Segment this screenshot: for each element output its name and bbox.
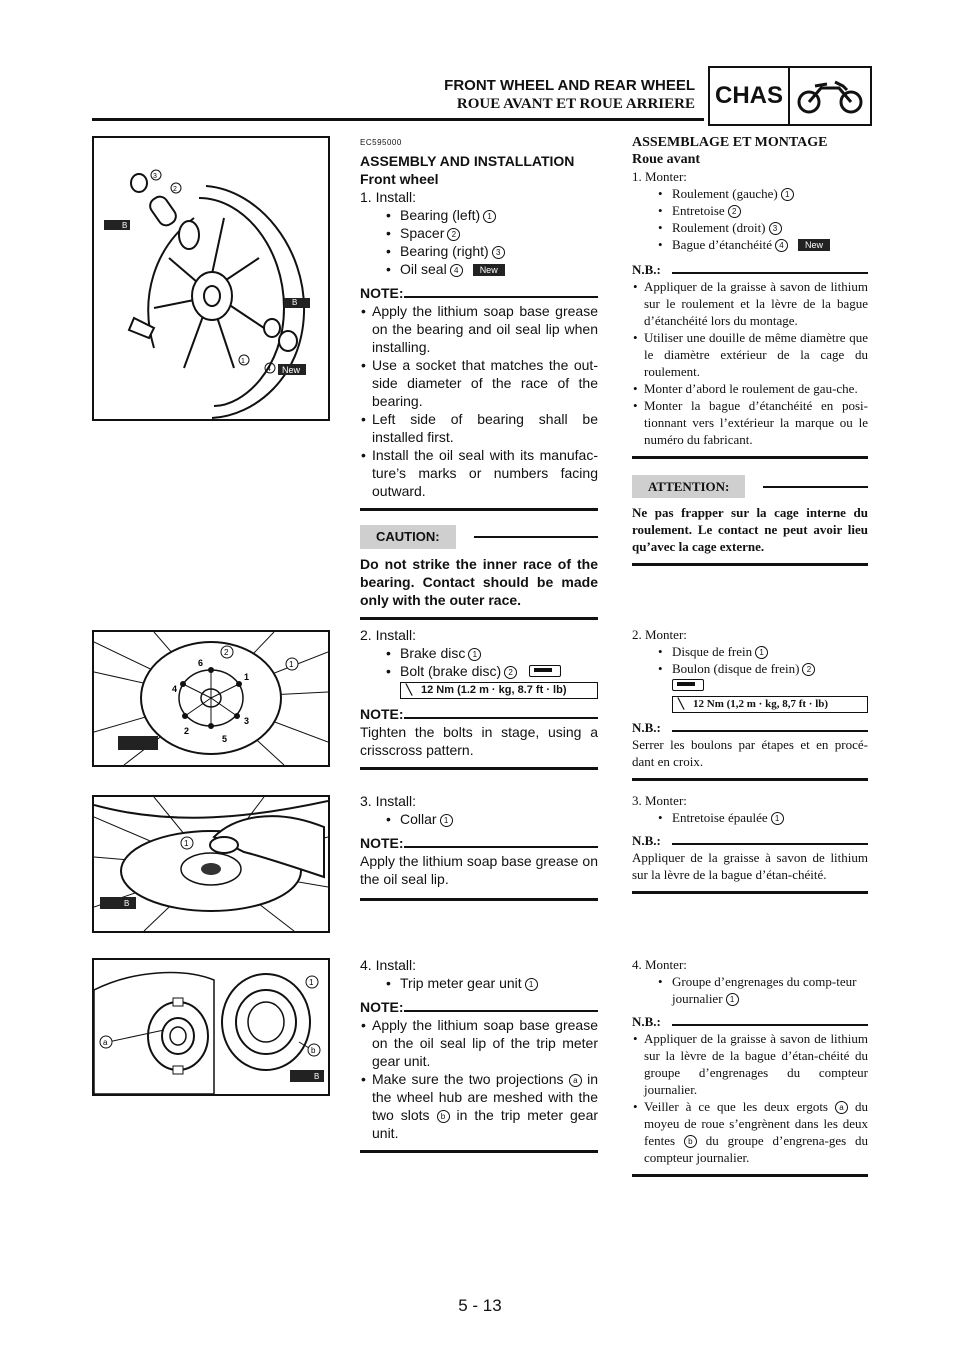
list-item: • Oil seal 4 New <box>360 260 598 278</box>
fig4-callout-b: b <box>311 1046 316 1055</box>
fig2-bolt-2: 2 <box>184 726 190 736</box>
note-end-rule <box>360 508 598 511</box>
caution-text: Do not strike the inner race of the bearing. Contact should be made only with the outer race. <box>360 556 598 608</box>
section1-fr <box>632 134 868 566</box>
note-end-rule <box>360 767 598 770</box>
list-item: • Roulement (gauche) 1 <box>632 185 868 202</box>
step-2-fr: 2. Monter: <box>632 627 687 642</box>
note-end-rule <box>360 898 598 901</box>
note-item: • Apply the lithium soap base grease on the oil seal lip of the trip meter gear unit. <box>360 1016 598 1070</box>
fig2-bolt-5: 5 <box>222 734 228 744</box>
section2-fr <box>632 626 868 781</box>
torque-spec: ╲ 12 Nm (1.2 m · kg, 8.7 ft · lb) <box>400 682 598 699</box>
section3-en <box>360 792 598 901</box>
note-end-rule <box>632 778 868 781</box>
fig2-bolt-1: 1 <box>244 672 250 682</box>
figure-front-wheel-bearings <box>92 136 330 421</box>
list-item: • Bolt (brake disc) 2 <box>360 662 598 680</box>
fig4-callout-1: 1 <box>309 978 314 987</box>
page-number: 5 - 13 <box>458 1296 502 1315</box>
list-item: • Bearing (left) 1 <box>360 206 598 224</box>
list-item: • Groupe d’engrenages du comp-teur journalier 1 <box>632 973 868 1007</box>
note-label: NOTE: <box>360 834 598 852</box>
page-title: FRONT WHEEL AND REAR WHEEL <box>444 77 695 94</box>
note-end-rule <box>360 1150 598 1153</box>
torque-wrench-icon <box>672 679 704 691</box>
note-label: NOTE: <box>360 284 598 302</box>
step-2: 2. Install: <box>360 627 417 643</box>
step-4: 4. Install: <box>360 957 417 973</box>
section-badge-label: CHAS <box>710 68 790 124</box>
caution-end-rule <box>360 617 598 620</box>
list-item: • Brake disc 1 <box>360 644 598 662</box>
caution-box <box>360 525 598 549</box>
step-1: 1. Install: <box>360 189 417 205</box>
fig1-callout-4: 4 <box>267 366 271 373</box>
caution-label: CAUTION: <box>360 525 456 549</box>
note-label-fr: N.B.: <box>632 1013 868 1030</box>
torque-spec-fr: ╲ 12 Nm (1,2 m · kg, 8,7 ft · lb) <box>672 696 868 713</box>
note-item: • Apply the lithium soap base grease on the bearing and oil seal lip when installing. <box>360 302 598 356</box>
section-badge <box>708 66 872 126</box>
fig2-bolt-3: 3 <box>244 716 250 726</box>
fig2-bolt-4: 4 <box>172 684 178 694</box>
fig1-new-tag: New <box>282 365 301 375</box>
section3-fr <box>632 792 868 894</box>
note-label-fr: N.B.: <box>632 261 868 278</box>
note-text: Tighten the bolts in stage, using a crisscross pattern. <box>360 724 598 758</box>
note-label: NOTE: <box>360 998 598 1016</box>
note-text: Apply the lithium soap base grease on the oil seal lip. <box>360 853 598 887</box>
section1-en <box>360 134 598 620</box>
note-item: • Veiller à ce que les deux ergots a du moyeu de roue s’engrènent dans les deux fentes b du groupe d’engrena-ges du compteur journalier. <box>632 1098 868 1166</box>
torque-wrench-icon <box>529 665 561 677</box>
caution-end-rule <box>632 563 868 566</box>
figure-trip-meter-gear <box>92 958 330 1096</box>
note-item: • Appliquer de la graisse à savon de lithium sur le roulement et la lèvre de la bague d’étanchéité lors du montage. <box>632 278 868 329</box>
section-heading: ASSEMBLY AND INSTALLATION <box>360 153 575 169</box>
page-subtitle: ROUE AVANT ET ROUE ARRIERE <box>456 96 695 112</box>
fig2-callout-2: 2 <box>224 648 229 657</box>
list-item: • Trip meter gear unit 1 <box>360 974 598 992</box>
fig1-callout-3: 3 <box>153 173 157 180</box>
note-item: • Left side of bearing shall be installed first. <box>360 410 598 446</box>
fig3-callout-1: 1 <box>184 839 189 848</box>
fig4-callout-a: a <box>103 1038 108 1047</box>
fig4-grease-mark: B <box>314 1072 320 1081</box>
list-item: • Spacer 2 <box>360 224 598 242</box>
note-label: NOTE: <box>360 705 598 723</box>
note-label-fr: N.B.: <box>632 832 868 849</box>
section4-en <box>360 956 598 1153</box>
caution-label-fr: ATTENTION: <box>632 475 745 498</box>
fig2-callout-1: 1 <box>289 660 294 669</box>
header-rule <box>92 118 704 121</box>
step-4-fr: 4. Monter: <box>632 957 687 972</box>
section-code: EC595000 <box>360 138 402 147</box>
list-item: • Boulon (disque de frein) 2 <box>632 660 868 677</box>
figure-brake-disc <box>92 630 330 767</box>
motorcycle-icon <box>790 68 870 124</box>
note-item: • Utiliser une douille de même diamètre que le diamètre extérieur de la cage du roulement. <box>632 329 868 380</box>
section-subheading: Front wheel <box>360 171 439 187</box>
note-text-fr: Appliquer de la graisse à savon de lithium sur la lèvre de la bague d’étan-chéité. <box>632 850 868 882</box>
fig1-callout-1: 1 <box>241 358 245 365</box>
new-part-tag: New <box>798 239 830 251</box>
new-part-tag: New <box>473 264 505 276</box>
list-item: • Roulement (droit) 3 <box>632 219 868 236</box>
step-3-fr: 3. Monter: <box>632 793 687 808</box>
note-label-fr: N.B.: <box>632 719 868 736</box>
list-item: • Bearing (right) 3 <box>360 242 598 260</box>
section2-en <box>360 626 598 770</box>
note-item: • Appliquer de la graisse à savon de lithium sur la lèvre de la bague d’étan-chéité du groupe d’engrenages du compteur journalier. <box>632 1030 868 1098</box>
section-subheading-fr: Roue avant <box>632 152 701 167</box>
note-item: • Use a socket that matches the out-side diameter of the race of the bearing. <box>360 356 598 410</box>
list-item: • Bague d’étanchéité 4 New <box>632 236 868 253</box>
note-end-rule <box>632 1174 868 1177</box>
fig2-bolt-6: 6 <box>198 658 204 668</box>
fig1-callout-2: 2 <box>173 186 177 193</box>
step-1-fr: 1. Monter: <box>632 169 687 184</box>
fig1-grease-mark-2: B <box>292 298 298 307</box>
section4-fr <box>632 956 868 1177</box>
list-item: • Disque de frein 1 <box>632 643 868 660</box>
caution-box-fr <box>632 475 868 498</box>
torque-icon-row <box>632 677 868 694</box>
step-3: 3. Install: <box>360 793 417 809</box>
note-end-rule <box>632 891 868 894</box>
caution-text-fr: Ne pas frapper sur la cage interne du roulement. Le contact ne peut avoir lieu qu’avec la cage externe. <box>632 505 868 554</box>
note-item: • Monter la bague d’étanchéité en posi-tionnant vers l’extérieur la marque ou le numéro du fabricant. <box>632 397 868 448</box>
list-item: • Entretoise 2 <box>632 202 868 219</box>
note-end-rule <box>632 456 868 459</box>
fig3-grease-mark: B <box>124 899 130 908</box>
note-item: • Install the oil seal with its manufac-ture’s marks or numbers facing outward. <box>360 446 598 500</box>
note-item: • Monter d’abord le roulement de gau-che. <box>632 380 868 397</box>
list-item: • Collar 1 <box>360 810 598 828</box>
figure-collar <box>92 795 330 933</box>
note-text-fr: Serrer les boulons par étapes et en procé-dant en croix. <box>632 737 868 769</box>
note-item: • Make sure the two projections a in the wheel hub are meshed with the two slots b in the trip meter gear unit. <box>360 1070 598 1142</box>
fig1-grease-mark-1: B <box>122 221 128 230</box>
list-item: • Entretoise épaulée 1 <box>632 809 868 826</box>
section-heading-fr: ASSEMBLAGE ET MONTAGE <box>632 135 828 150</box>
